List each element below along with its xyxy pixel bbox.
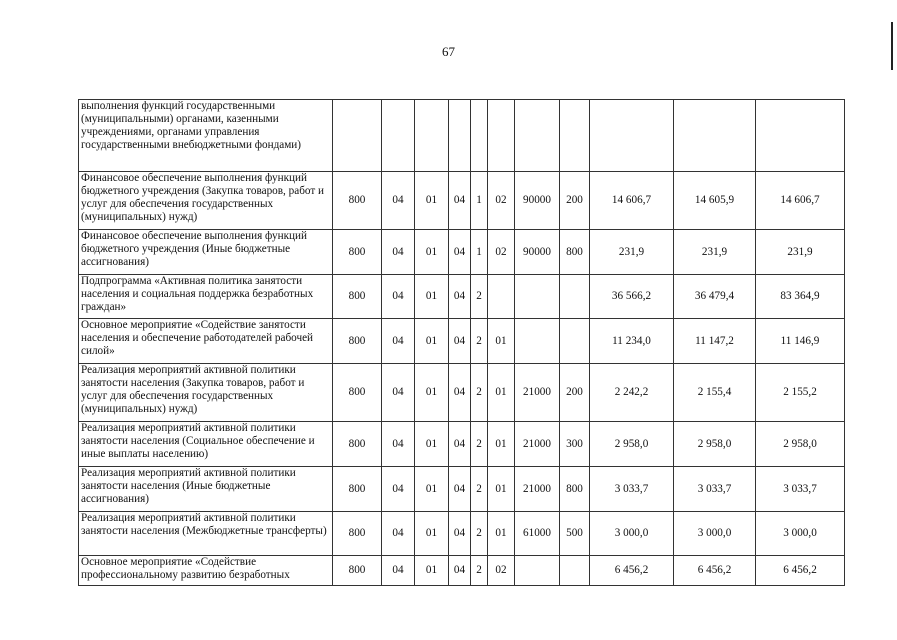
cell-c7	[515, 275, 560, 319]
page-edge-line	[891, 22, 893, 70]
cell-v1	[590, 172, 674, 230]
cell-v1	[590, 275, 674, 319]
table-row	[79, 172, 845, 230]
cell-c8	[560, 100, 590, 172]
cell-c5: 2	[471, 422, 488, 467]
cell-c7	[515, 100, 560, 172]
cell-v3-text: 2 958,0	[783, 437, 817, 450]
cell-v3	[756, 275, 845, 319]
cell-c6: 01	[488, 364, 515, 422]
cell-c6: 02	[488, 556, 515, 586]
cell-v1	[590, 364, 674, 422]
cell-v3-text: 2 155,2	[783, 386, 817, 398]
row-name: выполнения функций государственными (муниципальными) органами, казенными учреждениями, органами управления государственными внебюджетными фондами)	[79, 100, 333, 172]
cell-v2	[674, 422, 756, 467]
cell-c6: 02	[488, 230, 515, 275]
cell-c5: 2	[471, 512, 488, 556]
cell-c3: 01	[415, 172, 449, 230]
cell-c8	[560, 319, 590, 364]
cell-v3	[756, 319, 845, 364]
cell-c4: 04	[449, 422, 471, 467]
cell-c4: 04	[449, 230, 471, 275]
cell-c3: 01	[415, 230, 449, 275]
cell-c2: 04	[382, 556, 415, 586]
cell-c1: 800	[333, 467, 382, 512]
budget-table	[78, 99, 845, 586]
cell-c2: 04	[382, 172, 415, 230]
cell-c2: 04	[382, 512, 415, 556]
cell-c2: 04	[382, 275, 415, 319]
row-name: Реализация мероприятий активной политики занятости населения (Иные бюджетные ассигнования)	[79, 467, 333, 512]
cell-v3-text: 231,9	[787, 245, 813, 258]
cell-c8	[560, 556, 590, 586]
cell-v1	[590, 512, 674, 556]
cell-c6: 01	[488, 512, 515, 556]
cell-c1: 800	[333, 172, 382, 230]
cell-c1: 800	[333, 422, 382, 467]
row-name: Основное мероприятие «Содействие занятости населения и обеспечение работодателей рабочей силой»	[79, 319, 333, 364]
cell-v2	[674, 556, 756, 586]
cell-c8: 200	[560, 172, 590, 230]
cell-c4: 04	[449, 172, 471, 230]
page-number: 67	[442, 44, 455, 59]
cell-c8: 800	[560, 467, 590, 512]
cell-c7: 90000	[515, 230, 560, 275]
table-row	[79, 100, 845, 172]
cell-c4	[449, 100, 471, 172]
cell-v1-text: 3 000,0	[614, 527, 649, 539]
cell-c6	[488, 275, 515, 319]
cell-v3-text: 14 606,7	[780, 194, 820, 206]
table-row	[79, 230, 845, 275]
cell-v2-text: 2 155,4	[697, 386, 732, 398]
cell-v1	[590, 319, 674, 364]
cell-c1: 800	[333, 230, 382, 275]
cell-c4: 04	[449, 467, 471, 512]
cell-c7: 90000	[515, 172, 560, 230]
cell-c2: 04	[382, 467, 415, 512]
row-name: Реализация мероприятий активной политики занятости населения (Межбюджетные трансферты)	[79, 512, 333, 556]
cell-c4: 04	[449, 319, 471, 364]
cell-c5	[471, 100, 488, 172]
row-name: Основное мероприятие «Содействие профессиональному развитию безработных	[79, 556, 333, 586]
cell-v2-text: 3 000,0	[697, 527, 732, 539]
row-name: Реализация мероприятий активной политики занятости населения (Социальное обеспечение и иные выплаты населению)	[79, 422, 333, 467]
cell-v3	[756, 556, 845, 586]
cell-v2	[674, 467, 756, 512]
cell-v2-text: 3 033,7	[697, 482, 732, 495]
cell-v1	[590, 100, 674, 172]
cell-c7	[515, 556, 560, 586]
cell-v3	[756, 172, 845, 230]
cell-v2-text: 231,9	[701, 245, 728, 258]
cell-v1	[590, 556, 674, 586]
cell-c6: 01	[488, 467, 515, 512]
cell-c5: 2	[471, 364, 488, 422]
cell-v2-text: 2 958,0	[697, 437, 732, 450]
cell-v1	[590, 422, 674, 467]
cell-v3-text: 3 000,0	[783, 527, 817, 539]
table-row	[79, 364, 845, 422]
table-row	[79, 275, 845, 319]
table-row	[79, 556, 845, 586]
cell-v2	[674, 100, 756, 172]
cell-c1	[333, 100, 382, 172]
cell-v2-text: 14 605,9	[694, 194, 735, 206]
cell-c4: 04	[449, 556, 471, 586]
cell-v3	[756, 512, 845, 556]
cell-c1: 800	[333, 319, 382, 364]
cell-c3	[415, 100, 449, 172]
table-row	[79, 319, 845, 364]
cell-c5: 2	[471, 275, 488, 319]
cell-v3-text: 83 364,9	[780, 290, 820, 302]
cell-c3: 01	[415, 556, 449, 586]
cell-c5: 1	[471, 230, 488, 275]
cell-v3-text: 3 033,7	[783, 482, 817, 495]
cell-v1-text: 36 566,2	[611, 290, 652, 302]
cell-v2	[674, 230, 756, 275]
cell-c2: 04	[382, 422, 415, 467]
cell-c2: 04	[382, 319, 415, 364]
cell-c6: 01	[488, 422, 515, 467]
cell-c6	[488, 100, 515, 172]
cell-c7	[515, 319, 560, 364]
cell-v2-text: 11 147,2	[695, 334, 734, 347]
cell-v3	[756, 364, 845, 422]
cell-c8: 200	[560, 364, 590, 422]
cell-c1: 800	[333, 512, 382, 556]
cell-v1-text: 6 456,2	[614, 564, 649, 576]
row-name: Финансовое обеспечение выполнения функций бюджетного учреждения (Закупка товаров, работ и услуг для обеспечения государственных (муниципальных) нужд)	[79, 172, 333, 230]
cell-v1-text: 14 606,7	[611, 194, 652, 206]
cell-c2: 04	[382, 230, 415, 275]
cell-v2	[674, 364, 756, 422]
cell-c7: 21000	[515, 467, 560, 512]
cell-c8	[560, 275, 590, 319]
cell-c4: 04	[449, 512, 471, 556]
cell-c2	[382, 100, 415, 172]
cell-v1-text: 3 033,7	[614, 482, 649, 495]
cell-v3	[756, 100, 845, 172]
cell-c6: 02	[488, 172, 515, 230]
cell-v1-text: 2 958,0	[614, 437, 649, 450]
row-name: Реализация мероприятий активной политики занятости населения (Закупка товаров, работ и услуг для обеспечения государственных (муниципальных) нужд)	[79, 364, 333, 422]
row-name: Финансовое обеспечение выполнения функций бюджетного учреждения (Иные бюджетные ассигнования)	[79, 230, 333, 275]
cell-c5: 2	[471, 319, 488, 364]
cell-c7: 21000	[515, 364, 560, 422]
cell-c5: 2	[471, 556, 488, 586]
cell-v1-text: 11 234,0	[612, 334, 651, 347]
table-row	[79, 512, 845, 556]
cell-c5: 1	[471, 172, 488, 230]
cell-v3	[756, 422, 845, 467]
cell-v1-text: 2 242,2	[614, 386, 649, 398]
cell-c3: 01	[415, 467, 449, 512]
cell-v3	[756, 230, 845, 275]
cell-v2-text: 36 479,4	[694, 290, 735, 302]
cell-v3-text: 6 456,2	[783, 564, 817, 576]
cell-c1: 800	[333, 364, 382, 422]
cell-c3: 01	[415, 275, 449, 319]
cell-v2	[674, 319, 756, 364]
cell-v1	[590, 230, 674, 275]
cell-c1: 800	[333, 556, 382, 586]
cell-c8: 500	[560, 512, 590, 556]
cell-c7: 61000	[515, 512, 560, 556]
cell-c3: 01	[415, 364, 449, 422]
cell-c3: 01	[415, 422, 449, 467]
cell-c3: 01	[415, 319, 449, 364]
cell-v1-text: 231,9	[618, 245, 645, 258]
cell-c2: 04	[382, 364, 415, 422]
cell-v2	[674, 512, 756, 556]
cell-v2	[674, 275, 756, 319]
cell-c3: 01	[415, 512, 449, 556]
cell-v3-text: 11 146,9	[780, 334, 820, 347]
row-name: Подпрограмма «Активная политика занятости населения и социальная поддержка безработных граждан»	[79, 275, 333, 319]
cell-c8: 300	[560, 422, 590, 467]
cell-v1	[590, 467, 674, 512]
cell-c6: 01	[488, 319, 515, 364]
cell-c7: 21000	[515, 422, 560, 467]
cell-v3	[756, 467, 845, 512]
cell-c1: 800	[333, 275, 382, 319]
cell-c4: 04	[449, 364, 471, 422]
cell-v2-text: 6 456,2	[697, 564, 732, 576]
cell-c8: 800	[560, 230, 590, 275]
table-row	[79, 422, 845, 467]
cell-v2	[674, 172, 756, 230]
cell-c4: 04	[449, 275, 471, 319]
table-row	[79, 467, 845, 512]
cell-c5: 2	[471, 467, 488, 512]
